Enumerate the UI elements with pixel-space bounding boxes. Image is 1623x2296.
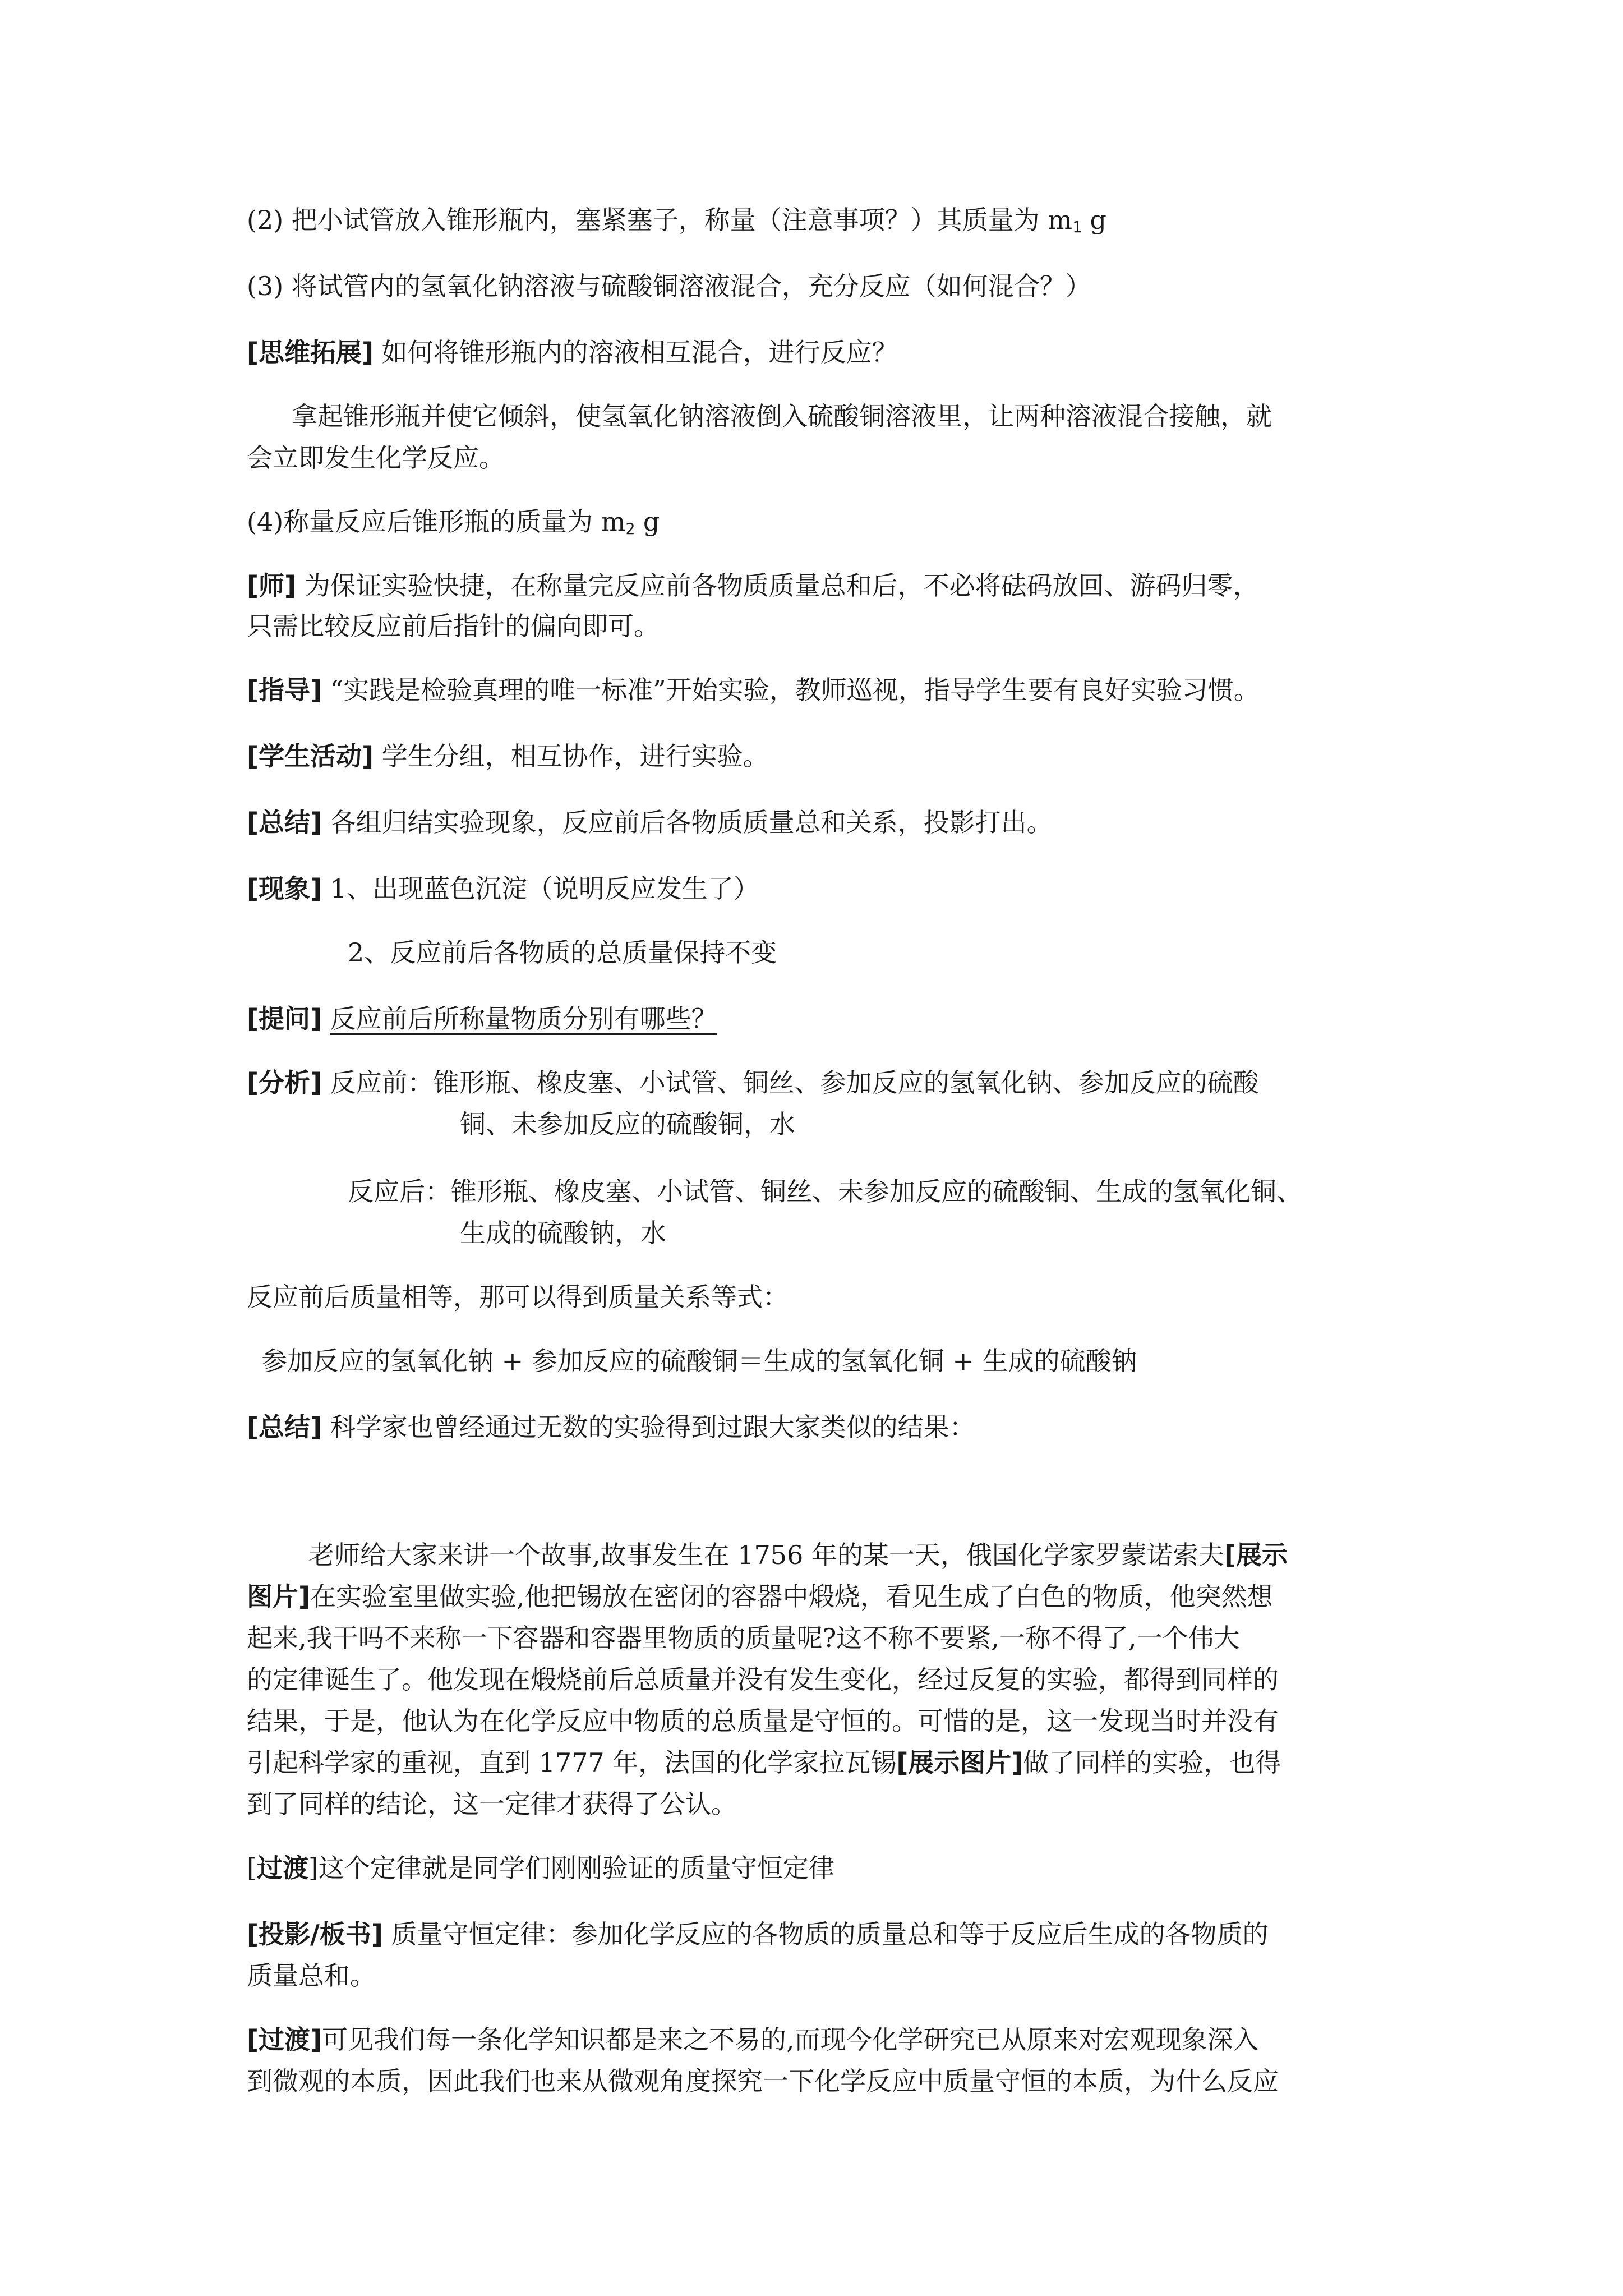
story-line-2 xyxy=(247,1580,1424,1613)
show-picture-tag-1: [展示 xyxy=(1224,1540,1288,1570)
thinking-text: 如何将锥形瓶内的溶液相互混合，进行反应？ xyxy=(374,337,898,367)
show-picture-tag-1b: 图片] xyxy=(247,1581,311,1612)
m1-subscript: 1 xyxy=(1072,218,1082,236)
tilt-line-2 xyxy=(247,441,1424,475)
story-line-1 xyxy=(308,1538,1486,1572)
equation-text: 参加反应的氢氧化钠 + 参加反应的硫酸铜＝生成的氢氧化铜 + 生成的硫酸钠 xyxy=(261,1346,1137,1376)
student-line xyxy=(247,739,1424,773)
story-line-6 xyxy=(247,1746,1424,1779)
phenomenon-text-2: 2、反应前后各物质的总质量保持不变 xyxy=(348,937,777,968)
step3-line xyxy=(247,269,1424,303)
teacher-text: 为保证实验快捷，在称量完反应前各物质质量总和后，不必将砝码放回、游码归零， xyxy=(296,570,1259,601)
projection-text: 质量守恒定律：参加化学反应的各物质的质量总和等于反应后生成的各物质的 xyxy=(382,1919,1269,1949)
phenomenon-tag: [现象] xyxy=(247,873,322,904)
thinking-line xyxy=(247,335,1424,369)
transition2-text-2: 到微观的本质，因此我们也来从微观角度探究一下化学反应中质量守恒的本质，为什么反应 xyxy=(247,2066,1279,2096)
thinking-tag: [思维拓展] xyxy=(247,337,374,367)
student-tag: [学生活动] xyxy=(247,741,374,771)
teacher-line xyxy=(247,569,1424,602)
transition1-text: ]这个定律就是同学们刚刚验证的质量守恒定律 xyxy=(308,1853,834,1883)
analysis-text: 反应前：锥形瓶、橡皮塞、小试管、铜丝、参加反应的氢氧化钠、参加反应的硫酸 xyxy=(322,1068,1259,1098)
summary2-text: 科学家也曾经通过无数的实验得到过跟大家类似的结果： xyxy=(322,1412,975,1442)
question-text: 反应前后所称量物质分别有哪些？ xyxy=(330,1004,717,1034)
story-text-7: 到了同样的结论，这一定律才获得了公认。 xyxy=(247,1789,737,1819)
story-line-7 xyxy=(247,1787,1424,1821)
guide-line xyxy=(247,673,1424,707)
step3-text: (3) 将试管内的氢氧化钠溶液与硫酸铜溶液混合，充分反应（如何混合？） xyxy=(247,271,1091,301)
story-text-5: 结果，于是，他认为在化学反应中物质的总质量是守恒的。可惜的是，这一发现当时并没有 xyxy=(247,1706,1279,1736)
summary2-line xyxy=(247,1410,1424,1444)
summary1-tag: [总结] xyxy=(247,807,322,838)
projection-text-2: 质量总和。 xyxy=(247,1961,376,1991)
story-text-1: 老师给大家来讲一个故事,故事发生在 1756 年的某一天，俄国化学家罗蒙诺索夫 xyxy=(308,1540,1224,1570)
summary1-line xyxy=(247,806,1424,839)
equal-line xyxy=(247,1280,1424,1314)
step2-line xyxy=(247,203,1424,244)
transition1-tag: 过渡 xyxy=(256,1853,308,1883)
teacher-line-2 xyxy=(247,609,1424,643)
projection-line xyxy=(247,1917,1424,1951)
story-text-3: 起来,我干吗不来称一下容器和容器里物质的质量呢?这不称不要紧,一称不得了,一个伟大 xyxy=(247,1623,1240,1653)
step4-line xyxy=(247,505,1424,546)
guide-tag: [指导] xyxy=(247,675,322,705)
projection-tag: [投影/板书] xyxy=(247,1919,383,1949)
analysis-text-2: 铜、未参加反应的硫酸铜，水 xyxy=(460,1109,795,1139)
transition1-line xyxy=(247,1851,1424,1885)
equation-line xyxy=(261,1344,1439,1378)
after-line-2 xyxy=(460,1216,1623,1250)
phenomenon-line xyxy=(247,872,1424,905)
projection-line-2 xyxy=(247,1959,1424,1993)
question-line xyxy=(247,1002,1424,1036)
phenomenon-line-2 xyxy=(348,936,1525,969)
summary1-text: 各组归结实验现象，反应前后各物质质量总和关系，投影打出。 xyxy=(322,807,1053,838)
analysis-line xyxy=(247,1066,1424,1099)
after-text-1: 反应后：锥形瓶、橡皮塞、小试管、铜丝、未参加反应的硫酸铜、生成的氢氧化铜、 xyxy=(348,1176,1302,1207)
equal-text: 反应前后质量相等，那可以得到质量关系等式： xyxy=(247,1282,789,1312)
tilt-text-2: 会立即发生化学反应。 xyxy=(247,443,505,473)
transition2-text: 可见我们每一条化学知识都是来之不易的,而现今化学研究已从原来对宏观现象深入 xyxy=(322,2024,1259,2055)
transition1-bracket: [ xyxy=(247,1853,257,1883)
phenomenon-text: 1、出现蓝色沉淀（说明反应发生了） xyxy=(322,873,759,904)
step2-text: (2) 把小试管放入锥形瓶内，塞紧塞子，称量（注意事项？）其质量为 m xyxy=(247,205,1073,235)
transition2-tag: [过渡] xyxy=(247,2024,322,2055)
story-line-3 xyxy=(247,1621,1424,1655)
student-text: 学生分组，相互协作，进行实验。 xyxy=(374,741,769,771)
show-picture-tag-2: [展示图片] xyxy=(896,1747,1023,1778)
after-text-2: 生成的硫酸钠，水 xyxy=(460,1218,666,1248)
transition2-line xyxy=(247,2023,1424,2056)
tilt-line-1 xyxy=(292,399,1469,433)
teacher-tag: [师] xyxy=(247,570,297,601)
after-line-1 xyxy=(348,1175,1525,1208)
teacher-text-2: 只需比较反应前后指针的偏向即可。 xyxy=(247,611,660,641)
m2-subscript: 2 xyxy=(625,519,635,538)
step4-text: (4)称量反应后锥形瓶的质量为 m xyxy=(247,507,626,537)
story-text-4: 的定律诞生了。他发现在煅烧前后总质量并没有发生变化，经过反复的实验，都得到同样的 xyxy=(247,1664,1279,1695)
tilt-text-1: 拿起锥形瓶并使它倾斜，使氢氧化钠溶液倒入硫酸铜溶液里，让两种溶液混合接触，就 xyxy=(292,401,1272,431)
summary2-tag: [总结] xyxy=(247,1412,322,1442)
step4-unit: g xyxy=(635,507,660,537)
analysis-line-2 xyxy=(460,1107,1623,1141)
analysis-tag: [分析] xyxy=(247,1068,322,1098)
story-text-6-tail: 做了同样的实验，也得 xyxy=(1023,1747,1281,1778)
story-line-4 xyxy=(247,1663,1424,1696)
step2-unit: g xyxy=(1081,205,1106,235)
guide-text: “实践是检验真理的唯一标准”开始实验，教师巡视，指导学生要有良好实验习惯。 xyxy=(322,675,1260,705)
transition2-line-2 xyxy=(247,2064,1424,2098)
story-line-5 xyxy=(247,1704,1424,1738)
story-text-6: 引起科学家的重视，直到 1777 年，法国的化学家拉瓦锡 xyxy=(247,1747,897,1778)
story-text-2: 在实验室里做实验,他把锡放在密闭的容器中煅烧，看见生成了白色的物质，他突然想 xyxy=(310,1581,1273,1612)
question-tag: [提问] xyxy=(247,1004,322,1034)
